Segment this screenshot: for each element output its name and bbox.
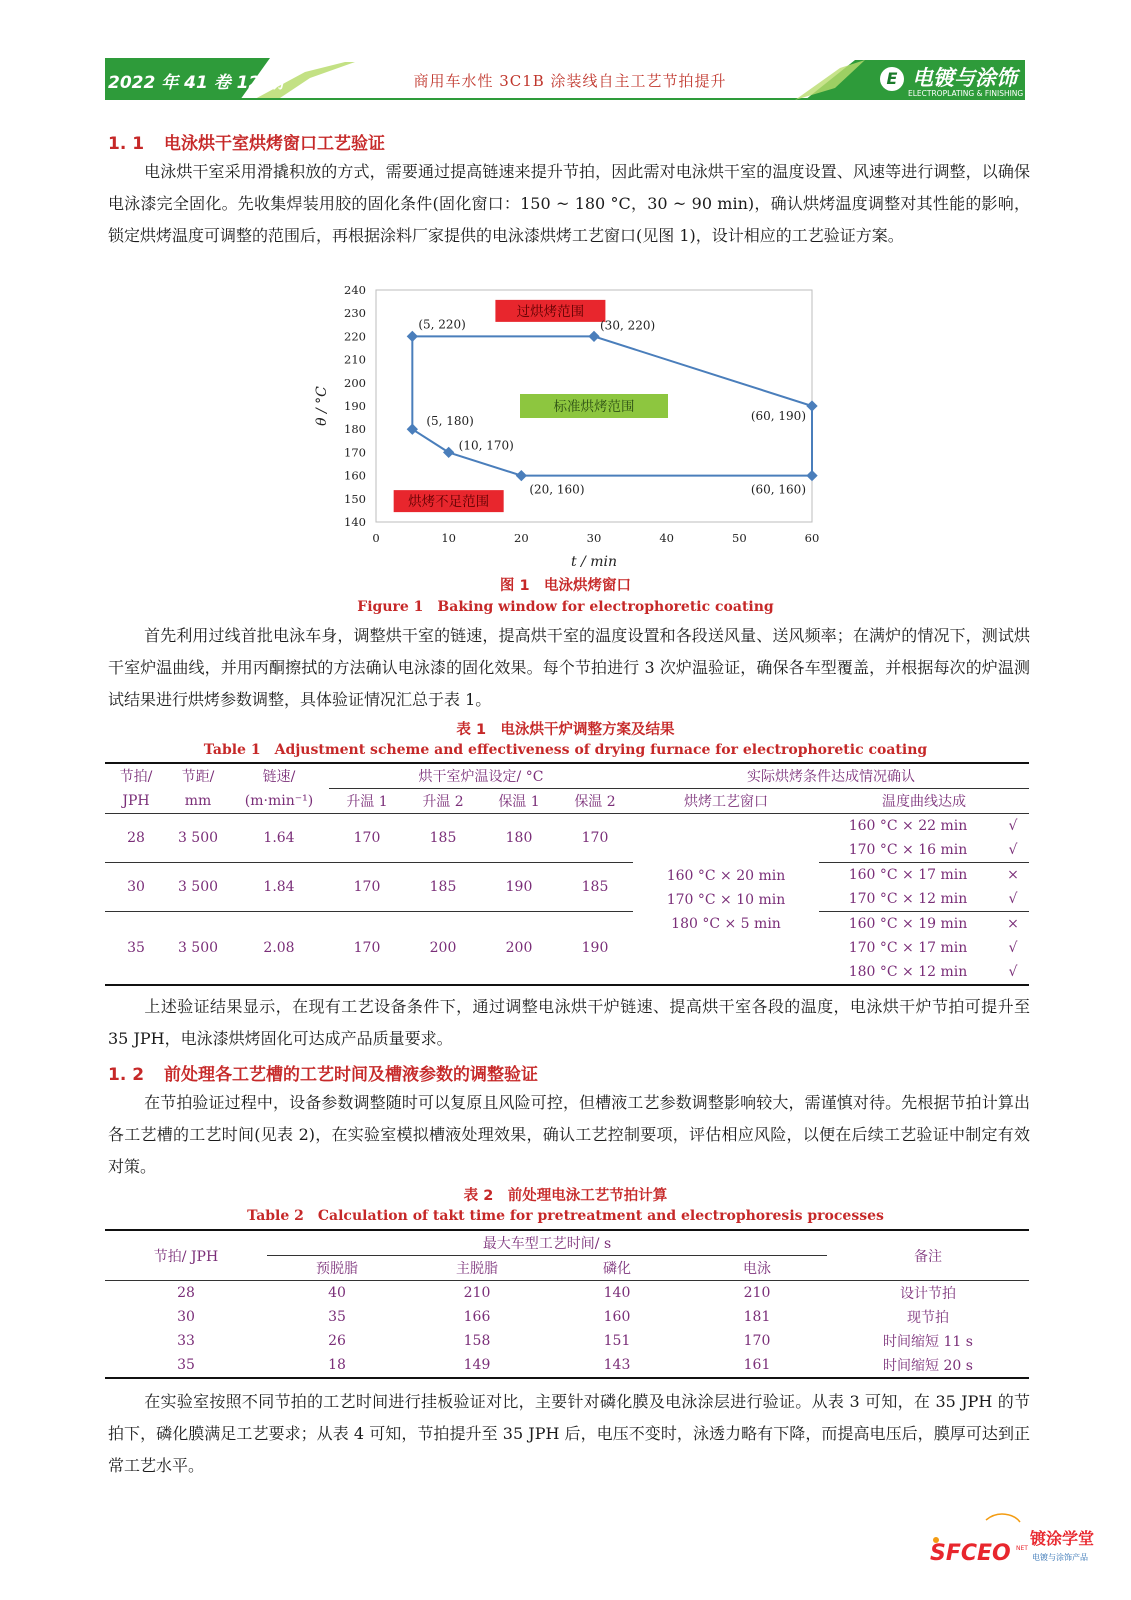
region-label-standard: 标准烘烤范围 <box>553 399 635 415</box>
cell-curve: 180 °C × 12 min <box>819 960 997 985</box>
section-heading-1-2 <box>108 1060 538 1085</box>
cell: 40 <box>328 1285 346 1301</box>
footer-cn: 镀涂学堂 <box>1030 1529 1095 1548</box>
paragraph <box>108 620 1030 716</box>
x-tick-label: 10 <box>441 531 456 545</box>
data-label: (10, 170) <box>458 438 514 453</box>
data-label: (30, 220) <box>600 318 656 333</box>
th-pitch: 节距/ <box>181 769 215 786</box>
y-tick-label: 230 <box>344 306 366 321</box>
y-tick-label: 190 <box>344 399 366 413</box>
cell: 33 <box>177 1333 195 1349</box>
cell-speed: 1.64 <box>229 814 329 863</box>
cell: 143 <box>603 1357 631 1373</box>
baking-window-chart <box>300 282 840 572</box>
cell-jph: 30 <box>105 863 167 912</box>
cell: 151 <box>603 1333 631 1349</box>
cell-heat-1: 170 <box>329 863 405 912</box>
section-title: 电泳烘干室烘烤窗口工艺验证 <box>164 134 385 154</box>
table-row <box>105 863 1029 888</box>
cell: 210 <box>743 1285 771 1301</box>
data-label: (60, 160) <box>750 482 806 497</box>
data-label: (60, 190) <box>750 409 806 423</box>
cell-curve: 160 °C × 22 min <box>848 818 968 834</box>
cell-curve: 170 °C × 12 min <box>819 887 997 912</box>
region-label-over: 过烘烤范围 <box>516 303 585 320</box>
figure-caption-cn: 图 1 电泳烘烤窗口 <box>499 578 632 594</box>
cell-jph: 35 <box>105 912 167 986</box>
paragraph-text: 在实验室按照不同节拍的工艺时间进行挂板验证对比，主要针对磷化膜及电泳涂层进行验证。从表 3 可知，在 35 JPH 的节拍下，磷化膜满足工艺要求；从表 4 可知，节拍提升至 35 JPH 后，电压不变时，泳透力略有下降，而提高电压后，膜厚可达到正常工艺水平。 <box>108 1392 1030 1475</box>
th-oven-group: 烘干室炉温设定/ °C <box>329 763 633 789</box>
region-label-under: 烘烤不足范围 <box>408 494 490 511</box>
table1-caption-cn: 表 1 电泳烘干炉调整方案及结果 <box>456 722 675 738</box>
footer-logo <box>928 1510 1128 1580</box>
footer-sub: 电镀与涂饰产品 <box>1032 1553 1088 1562</box>
th-jph-unit: JPH <box>122 792 150 809</box>
x-axis-label: t / min <box>570 554 618 570</box>
data-point <box>806 470 817 481</box>
footer-logo-mark <box>928 1510 1128 1580</box>
th-hold-1: 保温 1 <box>498 794 540 810</box>
cell-speed: 2.08 <box>229 912 329 986</box>
paragraph <box>108 1087 1030 1183</box>
window-line: 160 °C × 20 min <box>666 868 786 884</box>
th-group: 最大车型工艺时间/ s <box>267 1230 827 1256</box>
journal-logo-en: ELECTROPLATING & FINISHING <box>908 89 1024 98</box>
cell-curve: 160 °C × 19 min <box>848 916 968 932</box>
cell-hold-1: 180 <box>481 814 557 863</box>
cell-heat-1: 170 <box>329 912 405 986</box>
cell: 35 <box>328 1309 346 1325</box>
th-note: 备注 <box>827 1230 1029 1281</box>
table-row <box>105 912 1029 937</box>
section-heading-1-1 <box>108 129 385 154</box>
running-title: 商用车水性 3C1B 涂装线自主工艺节拍提升 <box>413 72 727 90</box>
x-tick-label: 0 <box>372 531 380 545</box>
data-point <box>516 470 527 481</box>
window-line: 170 °C × 10 min <box>666 892 786 908</box>
y-tick-label: 240 <box>344 283 366 297</box>
th-heat-1: 升温 1 <box>346 794 388 810</box>
cell: 26 <box>328 1333 346 1349</box>
cell-window <box>633 814 819 986</box>
paragraph-text: 电泳烘干室采用滑撬积放的方式，需要通过提高链速来提升节拍，因此需对电泳烘干室的温度设置、风速等进行调整，以确保电泳漆完全固化。先收集焊装用胶的固化条件(固化窗口：150 ~ 180 °C，30 ~ 90 min)，确认烘烤温度调整对其性能的影响，锁定烘烤温度可调整的范围后，再根据涂料厂家提供的电泳漆烘烤工艺窗口(见图 1)，设计相应的工艺验证方案。 <box>108 162 1030 245</box>
th-curve: 温度曲线达成 <box>882 794 966 810</box>
cell: 140 <box>603 1285 631 1301</box>
cell-mark: × <box>1007 867 1019 883</box>
section-number: 1. 1 <box>108 134 145 154</box>
paragraph <box>108 156 1030 252</box>
cell-pitch: 3 500 <box>167 863 229 912</box>
cell-heat-2: 185 <box>405 814 481 863</box>
data-label: (20, 160) <box>529 482 585 497</box>
x-tick-label: 50 <box>732 531 747 545</box>
th-pre-degrease: 预脱脂 <box>316 1261 358 1277</box>
table1-caption-en: Table 1 Adjustment scheme and effectiveness of drying furnace for electrophoretic coating <box>203 742 928 758</box>
window-line: 180 °C × 5 min <box>671 916 781 932</box>
th-pitch-unit: mm <box>184 792 212 809</box>
cell: 210 <box>463 1285 491 1301</box>
cell-heat-2: 200 <box>405 912 481 986</box>
table-row <box>105 1329 1029 1353</box>
table-1 <box>105 762 1029 986</box>
x-tick-label: 40 <box>659 531 674 545</box>
data-label: (5, 220) <box>418 317 466 332</box>
cell-mark: × <box>1007 916 1019 932</box>
cell-curve: 170 °C × 16 min <box>819 838 997 863</box>
th-jph: 节拍/ <box>119 769 153 786</box>
footer-suffix: NET <box>1016 1545 1028 1552</box>
cell: 现节拍 <box>907 1310 949 1326</box>
table2-caption-en: Table 2 Calculation of takt time for pretreatment and electrophoresis processes <box>247 1208 884 1224</box>
table-row <box>105 1353 1029 1378</box>
cell-heat-1: 170 <box>329 814 405 863</box>
th-jph: 节拍/ JPH <box>105 1230 267 1281</box>
y-tick-label: 180 <box>344 422 366 437</box>
cell-curve: 170 °C × 17 min <box>848 940 968 956</box>
data-point <box>806 400 817 411</box>
x-tick-label: 60 <box>804 531 820 545</box>
cell: 181 <box>743 1309 771 1325</box>
y-tick-label: 160 <box>344 468 366 483</box>
cell-pitch: 3 500 <box>167 912 229 986</box>
th-speed: 链速/ <box>262 769 296 786</box>
cell-mark: √ <box>1008 818 1018 834</box>
cell-mark: √ <box>997 960 1029 985</box>
paragraph <box>108 991 1030 1055</box>
cell-jph: 28 <box>105 814 167 863</box>
th-speed-unit: (m·min⁻¹) <box>244 792 314 809</box>
th-phosphating: 磷化 <box>603 1261 631 1277</box>
cell-hold-1: 190 <box>481 863 557 912</box>
cell: 28 <box>177 1285 195 1301</box>
cell: 160 <box>603 1309 631 1325</box>
th-hold-2: 保温 2 <box>574 794 616 810</box>
footer-brand: SFCEO <box>930 1541 1011 1566</box>
table-row <box>105 1305 1029 1329</box>
th-heat-2: 升温 2 <box>422 794 464 810</box>
table-row <box>105 1281 1029 1306</box>
cell: 158 <box>463 1333 491 1349</box>
x-tick-label: 20 <box>514 531 529 545</box>
y-tick-label: 210 <box>344 352 366 367</box>
y-axis-label: θ / °C <box>314 386 330 426</box>
th-actual-group: 实际烘烤条件达成情况确认 <box>633 763 1029 789</box>
section-number: 1. 2 <box>108 1065 145 1085</box>
paragraph-text: 首先利用过线首批电泳车身，调整烘干室的链速，提高烘干室的温度设置和各段送风量、送风频率；在满炉的情况下，测试烘干室炉温曲线，并用丙酮擦拭的方法确认电泳漆的固化效果。每个节拍进行 3 次炉温验证，确保各车型覆盖，并根据每次的炉温测试结果进行烘烤参数调整，具体验证情况汇总于表 1。 <box>108 626 1030 709</box>
data-point <box>407 331 418 342</box>
journal-issue: 2022 年 41 卷 12 期 <box>108 73 284 93</box>
paragraph-text: 在节拍验证过程中，设备参数调整随时可以复原且风险可控，但槽液工艺参数调整影响较大，需谨慎对待。先根据节拍计算出各工艺槽的工艺时间(见表 2)，在实验室模拟槽液处理效果，确认工艺控制要项，评估相应风险，以便在后续工艺验证中制定有效对策。 <box>108 1093 1030 1176</box>
table-2 <box>105 1229 1029 1379</box>
cell-pitch: 3 500 <box>167 814 229 863</box>
cell: 时间缩短 20 s <box>883 1358 973 1374</box>
y-tick-label: 140 <box>344 515 366 529</box>
cell: 149 <box>463 1357 491 1373</box>
data-label: (5, 180) <box>426 414 474 429</box>
cell-hold-2: 185 <box>557 863 633 912</box>
cell: 170 <box>743 1333 771 1349</box>
cell-hold-2: 170 <box>557 814 633 863</box>
cell-curve: 160 °C × 17 min <box>848 867 968 883</box>
cell-hold-2: 190 <box>557 912 633 986</box>
cell: 166 <box>463 1309 491 1325</box>
cell: 设计节拍 <box>900 1286 956 1302</box>
table-row <box>105 814 1029 839</box>
data-point <box>407 424 418 435</box>
th-main-degrease: 主脱脂 <box>456 1261 498 1277</box>
cell-speed: 1.84 <box>229 863 329 912</box>
cell: 18 <box>328 1357 346 1373</box>
cell: 30 <box>177 1309 195 1325</box>
y-tick-label: 200 <box>344 375 366 390</box>
th-window: 烘烤工艺窗口 <box>684 794 768 810</box>
y-tick-label: 150 <box>344 491 366 506</box>
figure-caption-en: Figure 1 Baking window for electrophoretic coating <box>357 599 774 615</box>
data-point <box>588 331 599 342</box>
paragraph-text: 上述验证结果显示，在现有工艺设备条件下，通过调整电泳烘干炉链速、提高烘干室各段的温度，电泳烘干炉节拍可提升至 35 JPH，电泳漆烘烤固化可达成产品质量要求。 <box>108 997 1030 1048</box>
cell-hold-1: 200 <box>481 912 557 986</box>
cell-mark: √ <box>997 838 1029 863</box>
cell: 35 <box>177 1357 195 1373</box>
paragraph <box>108 1386 1030 1482</box>
table2-caption-cn: 表 2 前处理电泳工艺节拍计算 <box>463 1188 668 1204</box>
data-point <box>443 447 454 458</box>
journal-logo-mark: E <box>880 67 904 91</box>
y-tick-label: 170 <box>344 445 366 460</box>
section-title: 前处理各工艺槽的工艺时间及槽液参数的调整验证 <box>164 1065 538 1085</box>
cell: 时间缩短 11 s <box>883 1334 973 1350</box>
cell-mark: √ <box>997 887 1029 912</box>
cell-heat-2: 185 <box>405 863 481 912</box>
x-tick-label: 30 <box>586 531 602 545</box>
journal-logo-cn: 电镀与涂饰 <box>912 65 1017 90</box>
cell: 161 <box>743 1357 771 1373</box>
cell-mark: √ <box>1008 940 1018 956</box>
y-tick-label: 220 <box>344 329 366 344</box>
th-electrocoat: 电泳 <box>743 1261 771 1277</box>
